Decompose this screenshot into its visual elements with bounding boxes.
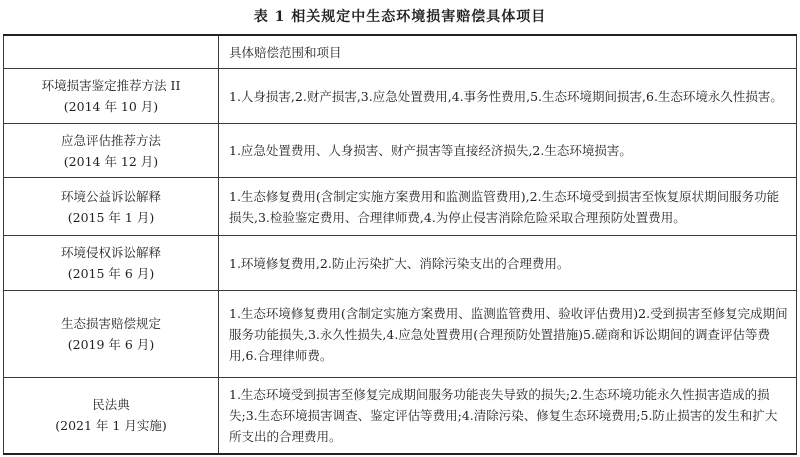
- table-row: [4, 69, 797, 124]
- regulation-cell: [4, 291, 219, 378]
- regulation-date: (2014 年 12 月): [63, 153, 159, 169]
- table-caption: 表 1 相关规定中生态环境损害赔偿具体项目: [253, 9, 547, 25]
- table-header-row: [4, 35, 797, 69]
- regulation-name: 应急评估推荐方法: [60, 132, 161, 148]
- items-cell: 1.生态修复费用(含制定实施方案费用和监测监管费用),2.生态环境受到损害至恢复原状期间服务功能损失,3.检验鉴定费用、合理律师费,4.为停止侵害消除危险采取合理预防处置费用。: [219, 178, 797, 236]
- regulation-date: (2015 年 1 月): [67, 209, 155, 225]
- items-cell: 1.人身损害,2.财产损害,3.应急处置费用,4.事务性费用,5.生态环境期间损害,6.生态环境永久性损害。: [219, 69, 797, 124]
- regulation-date: (2015 年 6 月): [67, 266, 155, 281]
- regulation-name: 环境损害鉴定推荐方法 II: [41, 78, 181, 93]
- regulation-cell: [4, 69, 219, 124]
- regulation-name: 生态损害赔偿规定: [60, 316, 161, 331]
- regulation-cell: [4, 378, 219, 454]
- regulation-date: (2014 年 10 月): [63, 99, 159, 114]
- header-cell-items: 具体赔偿范围和项目: [219, 35, 797, 69]
- regulation-date: (2021 年 1 月实施): [55, 418, 167, 434]
- regulation-cell: [4, 178, 219, 236]
- regulation-date: (2019 年 6 月): [67, 337, 155, 352]
- regulation-cell: [4, 124, 219, 178]
- items-cell: 1.环境修复费用,2.防止污染扩大、消除污染支出的合理费用。: [219, 236, 797, 291]
- regulation-name: 环境侵权诉讼解释: [60, 245, 161, 260]
- regulation-name: 民法典: [92, 397, 130, 413]
- table-row: [4, 236, 797, 291]
- table-row: [4, 378, 797, 454]
- items-cell: 1.应急处置费用、人身损害、财产损害等直接经济损失,2.生态环境损害。: [219, 124, 797, 178]
- table-row: [4, 178, 797, 236]
- compensation-items-table: [3, 34, 797, 455]
- header-cell-regulation: [4, 35, 219, 69]
- items-cell: 1.生态环境修复费用(含制定实施方案费用、监测监管费用、验收评估费用)2.受到损害至修复完成期间服务功能损失,3.永久性损失,4.应急处置费用(合理预防处置措施)5.磋商和诉讼期间的调查评估等费用,6.合理律师费。: [219, 291, 797, 378]
- regulation-cell: [4, 236, 219, 291]
- items-cell: 1.生态环境受到损害至修复完成期间服务功能丧失导致的损失;2.生态环境功能永久性损害造成的损失;3.生态环境损害调查、鉴定评估等费用;4.清除污染、修复生态环境费用;5.防止损害的发生和扩大所支出的合理费用。: [219, 378, 797, 454]
- regulation-name: 环境公益诉讼解释: [60, 188, 161, 204]
- table-row: [4, 124, 797, 178]
- table-row: [4, 291, 797, 378]
